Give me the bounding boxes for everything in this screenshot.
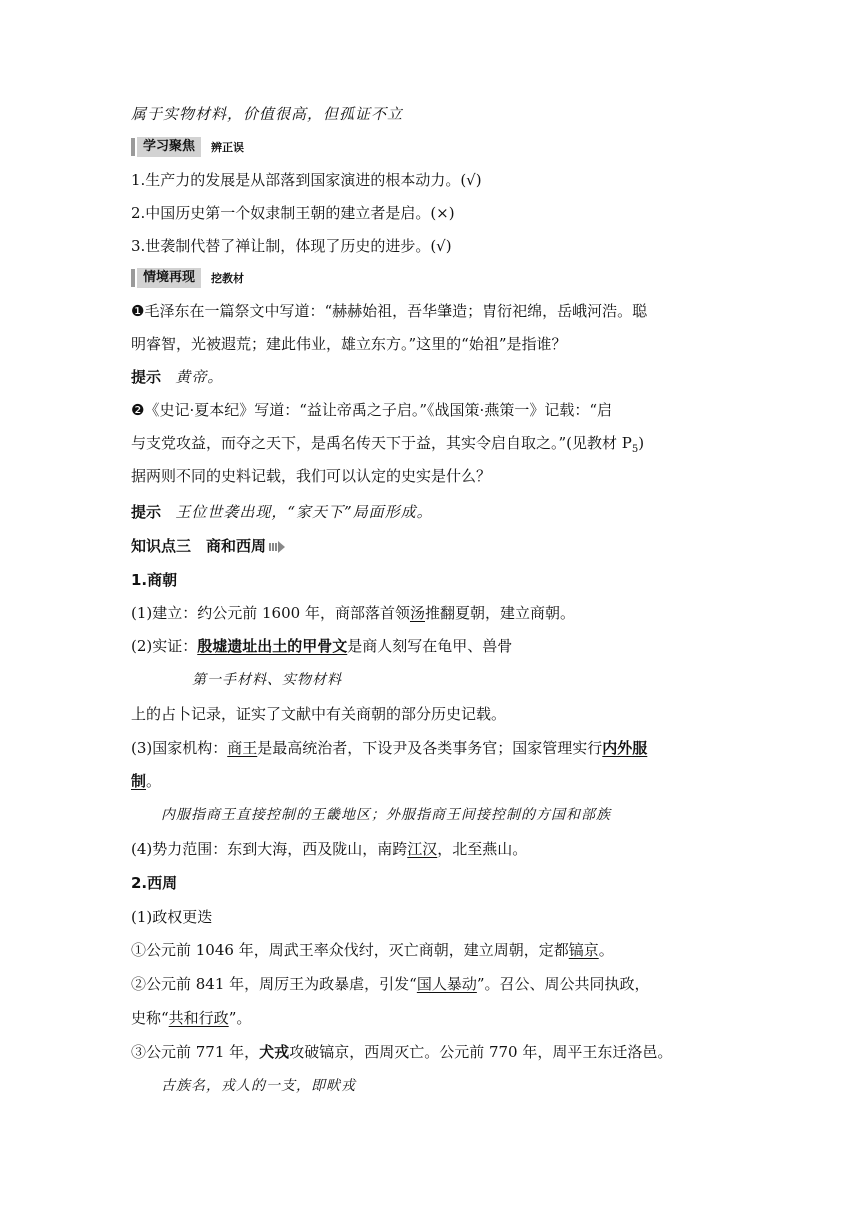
question-2-text: 《史记·夏本纪》写道：“益让帝禹之子启。”《战国策·燕策一》记载：“启 (144, 401, 612, 419)
zhou-item-2-text: ②公元前 841 年，周厉王为政暴虐，引发“ (131, 975, 417, 993)
hint-label: 提示 (131, 503, 162, 521)
annotation-2: 内服指商王直接控制的王畿地区；外服指商王间接控制的方国和部族 (161, 807, 611, 823)
arrow-icon (269, 541, 285, 553)
zhou-item-2-continued (131, 1008, 251, 1028)
shang-p2-label: (2)实证： (131, 637, 198, 655)
shang-p1-end: 推翻夏朝，建立商朝。 (424, 604, 575, 622)
zhou-item-2-end: ”。召公、周公共同执政， (476, 975, 650, 993)
zhou-item-3-end: 攻破镐京，西周灭亡。公元前 770 年，周平王东迁洛邑。 (289, 1043, 673, 1061)
zhou-item-2-cont-end: ”。 (228, 1009, 252, 1027)
question-2-line-1 (131, 400, 612, 420)
question-1-line-1 (131, 301, 647, 321)
zhou-subtitle: (1)政权更迭 (131, 908, 213, 926)
page-subscript: 5 (631, 444, 639, 455)
question-2-line-2-end: ) (638, 434, 645, 452)
annotation-1: 第一手材料、实物材料 (192, 672, 342, 688)
zhou-item-2-cont-underline: 共和行政 (168, 1009, 229, 1027)
study-focus-tag (131, 137, 244, 157)
shang-p1-underline: 汤 (409, 604, 425, 622)
question-2-line-3: 据两则不同的史料记载，我们可以认定的史实是什么？ (131, 467, 492, 485)
question-1-text: 毛泽东在一篇祭文中写道：“赫赫始祖，吾华肇造；胄衍祀绵，岳峨河浩。聪 (144, 302, 648, 320)
shang-p3-continued (131, 771, 161, 791)
focus-item-1: 1.生产力的发展是从部落到国家演进的根本动力。(√) (131, 171, 482, 189)
section-heading-text: 知识点三 商和西周 (131, 537, 267, 555)
focus-item-3: 3.世袭制代替了禅让制，体现了历史的进步。(√) (131, 237, 452, 255)
shang-p3-cont-highlight: 制 (131, 772, 147, 790)
shang-title: 1.商朝 (131, 571, 178, 589)
scenario-sub: 挖教材 (211, 272, 245, 285)
focus-item-2: 2.中国历史第一个奴隶制王朝的建立者是启。(×) (131, 204, 455, 222)
shang-p2-continued: 上的占卜记录，证实了文献中有关商朝的部分历史记载。 (131, 705, 507, 723)
tag-bar (131, 269, 135, 287)
zhou-item-1-text: ①公元前 1046 年，周武王率众伐纣，灭亡商朝，建立周朝，定都 (131, 941, 569, 959)
shang-p4-underline: 江汉 (407, 840, 438, 858)
question-2-line-2-text: 与支党攻益，而夺之天下，是禹名传天下于益，其实令启自取之。”(见教材 P (131, 434, 632, 452)
zhou-item-3 (131, 1042, 672, 1062)
zhou-item-3-highlight: 犬戎 (259, 1043, 290, 1061)
shang-p3-end: 。 (146, 772, 162, 790)
question-1-marker: ❶ (131, 302, 145, 320)
shang-p2-text: 是商人刻写在龟甲、兽骨 (347, 637, 513, 655)
scenario-tag (131, 268, 244, 288)
shang-p2-highlight: 殷墟遗址出土的甲骨文 (197, 637, 348, 655)
study-focus-sub: 辨正误 (211, 141, 245, 154)
scenario-label: 情境再现 (137, 268, 201, 288)
shang-p3-highlight: 内外服 (602, 739, 648, 757)
intro-line: 属于实物材料，价值很高，但孤证不立 (131, 105, 404, 123)
hint-label: 提示 (131, 368, 162, 386)
shang-p4-end: ，北至燕山。 (437, 840, 528, 858)
zhou-item-2 (131, 974, 650, 994)
shang-p2 (131, 636, 512, 656)
question-2-line-2 (131, 433, 644, 460)
tag-bar (131, 138, 135, 156)
shang-p3-text: 是最高统治者，下设尹及各类事务官；国家管理实行 (257, 739, 603, 757)
shang-p4 (131, 839, 527, 859)
zhou-item-3-text: ③公元前 771 年， (131, 1043, 260, 1061)
zhou-item-2-underline: 国人暴动 (416, 975, 477, 993)
zhou-item-1-end: 。 (598, 941, 614, 959)
zhou-item-1-underline: 镐京 (568, 941, 599, 959)
zhou-item-1 (131, 940, 614, 960)
question-1-line-2: 明睿智，光被遐荒；建此伟业，雄立东方。”这里的“始祖”是指谁？ (131, 335, 567, 353)
shang-p3-label: (3)国家机构： (131, 739, 228, 757)
question-2-marker: ❷ (131, 401, 145, 419)
answer-2 (131, 502, 433, 522)
answer-1-text: 黄帝。 (175, 368, 224, 386)
study-focus-label: 学习聚焦 (137, 137, 201, 157)
shang-p1-text: (1)建立：约公元前 1600 年，商部落首领 (131, 604, 410, 622)
shang-p3 (131, 738, 647, 758)
zhou-item-2-cont-text: 史称“ (131, 1009, 169, 1027)
section-heading (131, 536, 285, 556)
shang-p3-underline: 商王 (227, 739, 258, 757)
shang-p4-text: (4)势力范围：东到大海，西及陇山，南跨 (131, 840, 408, 858)
zhou-title: 2.西周 (131, 874, 178, 892)
answer-2-text: 王位世袭出现，“家天下”局面形成。 (175, 503, 433, 521)
annotation-3: 古族名，戎人的一支，即畎戎 (161, 1078, 356, 1094)
answer-1 (131, 367, 223, 387)
shang-p1 (131, 603, 575, 623)
